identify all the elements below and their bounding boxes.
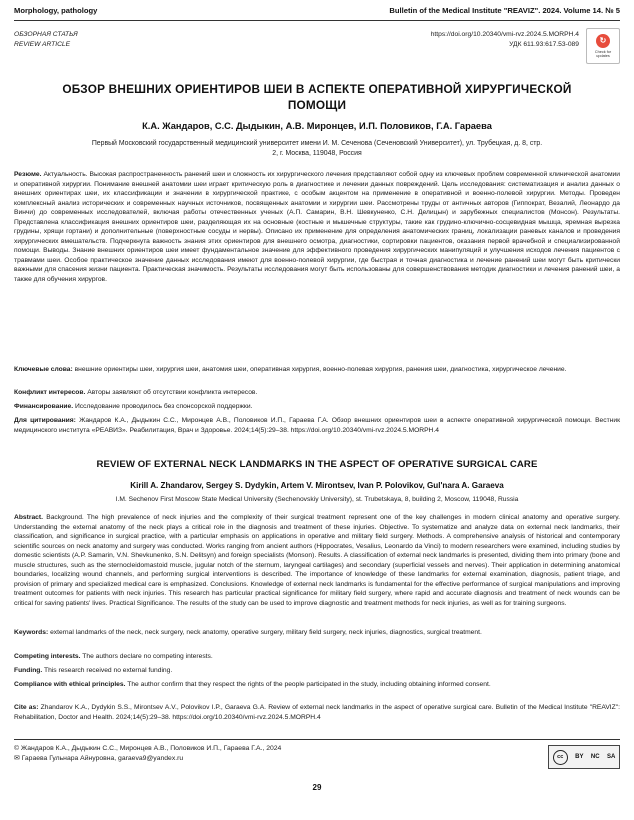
check-for-updates-badge[interactable] [586, 28, 620, 64]
article-type-ru: ОБЗОРНАЯ СТАТЬЯ [14, 31, 78, 38]
abstract-en-text: Background. The high prevalence of neck injuries and the complexity of their surgical treatment represent one of the key challenges in modern clinical anatomy and operative surgery. Understanding the external anatomy of the neck plays a critical role in the diagnosis and treatment of these injuries. Objective. To systematize and analyze data on external neck landmarks, their classification, and significance in surgical practice, with a particular emphasis on applications in operative and military field surgery. Methods. A comprehensive analysis of historical and contemporary scientific sources on neck anatomy and surgery was conducted. Works ranging from ancient authors (Hippocrates, Vesalius, Leonardo da Vinci) to modern researchers were examined, including studies by domestic scientists (A.P. Samarin, V.N. Shevkunenko, S.N. Delitsyn) and foreign specialists (Monson). Results. A classification of external neck landmarks is presented, dividing them into primary (bone and muscle structures, such as the sternocleidomastoid muscle, jugular notch of the sternum, laryngeal cartilages) and secondary (superficial vessels and nerves). Their application in determining anatomical boundaries, localizing wound channels, and performing surgical interventions is described. The importance of knowledge of these landmarks for external examination, diagnosis, patient triage, and provision of primary and specialized medical care is emphasized. Conclusions. Knowledge of external neck landmarks is fundamental for the effective performance of surgical manipulations and improving treatment outcomes for patients with neck injuries. This research has particular practical significance for military field surgery, where rapid and accurate diagnosis and treatment of neck wounds can be critical for saving patients' lives. Practical Significance. The results of the study can be used to improve diagnostic and treatment methods for neck injuries, as well as for training surgeons. [14, 514, 620, 607]
footer-divider [14, 739, 620, 740]
abstract-en-label: Abstract. [14, 514, 43, 521]
sa-icon: SA [606, 754, 616, 760]
citation-ru: Для цитирования: Жандаров К.А., Дыдыкин С.С., Миронцев А.В., Половиков И.П., Гараева Г.А. Обзор внешних ориентиров шеи в аспекте оперативной хирургической помощи. Вестник медицинского института «РЕАВИЗ». Реабилитация, Врач и Здоровье. 2024;14(5):29–38. https://doi.org/10.20340/vmi-rvz.2024.5.MORPH.4 [14, 417, 621, 434]
copyright-line: © Жандаров К.А., Дыдыкин С.С., Миронцев А.В., Половиков И.П., Гараева Г.А., 2024 [14, 745, 282, 752]
header-divider [14, 20, 620, 21]
authors-ru: К.А. Жандаров, С.С. Дыдыкин, А.В. Миронцев, И.П. Половиков, Г.А. Гараева [142, 121, 492, 131]
article-type [14, 30, 78, 50]
keywords-ru-label: Ключевые слова: [14, 366, 73, 373]
udk-code: УДК 611.93:617.53-089 [509, 41, 579, 48]
footer-info [14, 744, 281, 764]
nc-icon: NC [590, 754, 600, 760]
article-title-ru: ОБЗОР ВНЕШНИХ ОРИЕНТИРОВ ШЕИ В АСПЕКТЕ ОПЕРАТИВНОЙ ХИРУРГИЧЕСКОЙ ПОМОЩИ [62, 82, 572, 112]
refresh-icon: ↻ [596, 34, 610, 48]
abstract-ru-text: Актуальность. Высокая распространенность ранений шеи и сложность их хирургического лечения представляют собой одну из ключевых проблем современной клинической анатомии и оперативной хирургии. Понимание внешней анатомии шеи играет критическую роль в диагностике и лечении данных повреждений. Цель исследования: систематизация и анализ данных о внешних ориентирах шеи, их классификации и значении в хирургической практике, с особым акцентом на применение в оперативной и военно-полевой хирургии. Методы. Проведен комплексный анализ исторических и современных научных источников, посвященных анатомии и хирургии шеи. Рассмотрены труды от античных авторов (Гиппократ, Везалий, Леонардо да Винчи) до современных исследователей, включая работы отечественных ученых (А.П. Самарин, В.Н. Шевкуненко, С.Н. Делицын) и зарубежных специалистов (Монсон). Результаты. Представлена классификация внешних ориентиров шеи, разделяющая их на основные (костные и мышечные структуры, такие как грудино-ключично-сосцевидная мышца, яремная вырезка грудины, хрящи гортани) и дополнительные (поверхностные сосуды и нервы). Описано их применение для определения анатомических границ, локализации раневых каналов и проведения хирургических вмешательств. Подчеркнута важность знания этих ориентиров для внешнего осмотра, диагностики, сортировки пациентов, оказания первой врачебной и специализированной помощи. Выводы. Знание внешних ориентиров шеи имеет фундаментальное значение для эффективного проведения хирургических манипуляций и улучшения исходов лечения пациентов с травмами шеи. Особое практическое значение данных исследования имеют для военно-полевой хирургии, где быстрая и точная диагностика и лечение ранений шеи могут быть критически важными для спасения жизни пациента. Практическая значимость. Результаты исследования могут быть использованы для совершенствования методик диагностики и лечения ранений шеи, а также для обучения хирургов. [14, 171, 621, 284]
by-icon: BY [575, 754, 584, 760]
cc-icon: cc [553, 750, 568, 765]
article-type-en: REVIEW ARTICLE [14, 41, 71, 48]
affiliation-ru: Первый Московский государственный медицинский университет имени И. М. Сеченова (Сеченовский Университет), ул. Трубецкая, д. 8, стр. 2, г. Москва, 119048, Россия [91, 140, 543, 157]
doi-link[interactable]: https://doi.org/10.20340/vmi-rvz.2024.5.MORPH.4 [430, 31, 579, 38]
keywords-en: Keywords: external landmarks of the neck, neck surgery, neck anatomy, operative surgery, military field surgery, neck injuries, diagnostics, surgical treatment. [14, 629, 482, 636]
affiliation-en: I.M. Sechenov First Moscow State Medical University (Sechenovskiy University), st. Trubetskaya, 8, building 2, Moscow, 119048, Russia [115, 496, 519, 503]
contact-line[interactable]: ✉ Гараева Гульнара Айнуровна, garaeva9@yandex.ru [14, 755, 184, 762]
citation-en: Cite as: Zhandarov K.A., Dydykin S.S., Mirontsev A.V., Polovikov I.P., Garaeva G.A. Review of external neck landmarks in the aspect of operative surgical care. Bulletin of the Medical Institute "REAVIZ": Rehabilitation, Doctor and Health. 2024;14(5):29–38. https://doi.org/10.20340/vmi-rvz.2024.5.MORPH.4 [14, 704, 620, 721]
conflict-ru: Конфликт интересов. Авторы заявляют об отсутствии конфликта интересов. [14, 389, 258, 396]
running-header [14, 3, 620, 17]
funding-en: Funding. This research received no external funding. [14, 667, 173, 674]
article-title-en: REVIEW OF EXTERNAL NECK LANDMARKS IN THE ASPECT OF OPERATIVE SURGICAL CARE [96, 459, 538, 470]
keywords-ru-text: внешние ориентиры шеи, хирургия шеи, анатомия шеи, оперативная хирургия, военно-полевая хирургия, ранения шеи, диагностика, хирургическое лечение. [74, 366, 567, 373]
ethics-en: Compliance with ethical principles. The author confirm that they respect the rights of the people participated in the study, including obtaining informed consent. [14, 681, 491, 688]
page-number: 29 [312, 783, 322, 792]
abstract-ru-label: Резюме. [14, 171, 42, 178]
abstract-ru [14, 170, 620, 285]
badge-label: Check for updates [594, 49, 612, 58]
competing-en: Competing interests. The authors declare no competing interests. [14, 653, 213, 660]
article-identifiers [431, 30, 579, 50]
authors-en: Kirill A. Zhandarov, Sergey S. Dydykin, Artem V. Mirontsev, Ivan P. Polovikov, Gul'nara A. Garaeva [130, 481, 504, 490]
keywords-ru [14, 365, 620, 375]
funding-ru: Финансирование. Исследование проводилось без спонсорской поддержки. [14, 403, 253, 410]
abstract-en [14, 513, 620, 608]
cc-license-badge[interactable] [548, 745, 620, 769]
header-section: Morphology, pathology [14, 5, 98, 15]
header-journal: Bulletin of the Medical Institute "REAVIZ". 2024. Volume 14. № 5 [389, 5, 620, 15]
